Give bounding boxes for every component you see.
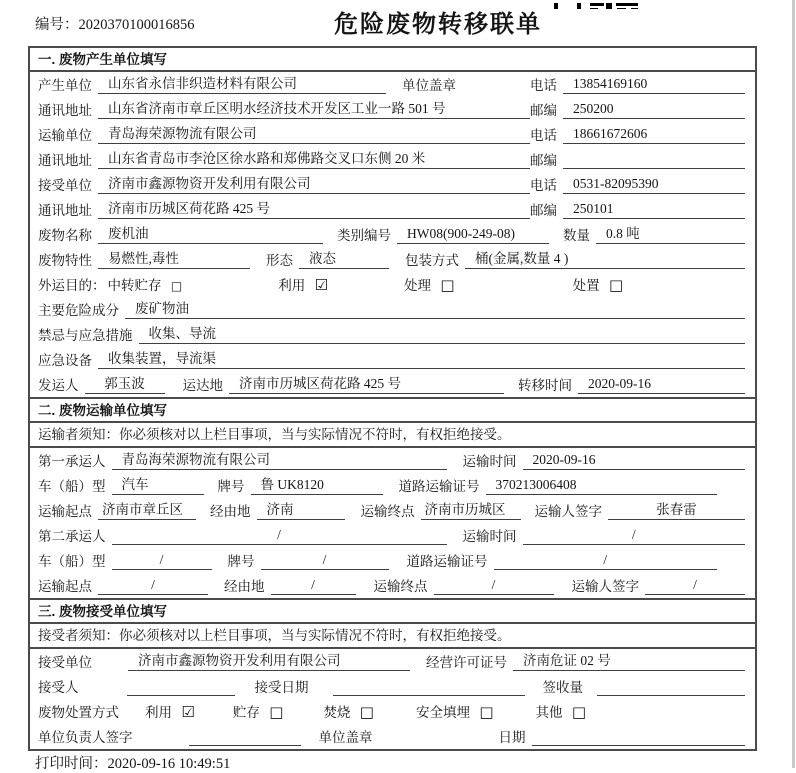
producer-zip-label: 邮编 [530, 103, 557, 118]
second-road-license-label: 道路运输证号 [406, 554, 488, 569]
responsible-sign-label: 单位负责人签字 [38, 730, 133, 745]
row-receive-address [30, 197, 755, 222]
other-label: 其他 [535, 705, 563, 720]
treat-label: 处理 [404, 278, 432, 293]
first-carrier-sign-value: 张春雷 [608, 498, 745, 520]
disposal-option-landfill [416, 701, 494, 721]
row-second-carrier [30, 523, 755, 548]
second-vehicle-type-value: / [112, 552, 212, 570]
business-license-label: 经营许可证号 [426, 655, 507, 670]
use-checkbox-icon: ☑ [314, 276, 329, 294]
accept-unit-value: 济南市鑫源物资开发利用有限公司 [128, 649, 410, 671]
producer-address-value: 山东省济南市章丘区明水经济技术开发区工业一路 501 号 [98, 97, 530, 119]
row-second-vehicle [30, 548, 755, 573]
second-route-start-label: 运输起点 [38, 579, 92, 594]
waste-traits-value: 易燃性,毒性 [98, 247, 250, 269]
use-label: 利用 [278, 278, 306, 293]
dispose-checkbox-icon: □ [608, 276, 624, 294]
packing-label: 包装方式 [405, 253, 459, 268]
print-time-label: 打印时间： [35, 756, 108, 772]
taboo-value: 收集、导流 [139, 322, 746, 344]
purpose-option-transfer-storage [108, 274, 183, 294]
hazard-label: 主要危险成分 [38, 303, 119, 318]
print-time [35, 752, 230, 773]
producer-phone-value: 13854169160 [563, 76, 745, 94]
first-carrier-sign-label: 运输人签字 [534, 504, 602, 519]
incinerate-label: 焚烧 [323, 705, 351, 720]
purpose-option-dispose [573, 274, 624, 294]
row-hazard-components [30, 297, 755, 322]
second-carrier-label: 第二承运人 [38, 529, 106, 544]
dispatcher-value: 郭玉波 [85, 372, 165, 394]
packing-value: 桶(金属,数量 4 ) [465, 247, 745, 269]
row-waste-traits [30, 247, 755, 272]
equipment-value: 收集装置，导流渠 [98, 347, 745, 369]
row-first-carrier [30, 448, 755, 473]
receiver-value: 济南市鑫源物资开发利用有限公司 [98, 172, 530, 194]
first-transport-time-label: 运输时间 [462, 454, 517, 469]
first-route-end-value: 济南市历城区 [421, 498, 521, 520]
carrier-notice-text: 运输者须知：你必须核对以上栏目事项，当与实际情况不符时，有权拒绝接受。 [38, 427, 511, 442]
doc-number [35, 13, 195, 34]
row-transfer-purpose [30, 272, 755, 297]
second-carrier-value: / [112, 527, 447, 545]
first-transport-time-value: 2020-09-16 [523, 452, 746, 470]
section2-title: 二. 废物运输单位填写 [38, 403, 168, 418]
producer-zip-group [530, 99, 745, 119]
section-transporter [30, 397, 755, 598]
waste-name-label: 废物名称 [38, 228, 92, 243]
accept-date-value [333, 679, 525, 696]
second-route-via-label: 经由地 [224, 579, 265, 594]
receiver-notice-text: 接受者须知：你必须核对以上栏目事项，当与实际情况不符时，有权拒绝接受。 [38, 628, 511, 643]
doc-number-value: 2020370100016856 [78, 17, 195, 33]
store-label: 贮存 [232, 705, 260, 720]
waste-form-value: 液态 [299, 247, 389, 269]
section-producer [30, 48, 755, 397]
second-vehicle-type-label: 车（船）型 [38, 554, 106, 569]
first-carrier-label: 第一承运人 [38, 454, 106, 469]
producer-phone-group [530, 74, 745, 94]
receiver-zip-group [530, 199, 745, 219]
landfill-label: 安全填埋 [415, 705, 470, 720]
waste-traits-label: 废物特性 [38, 253, 92, 268]
transporter-value: 青岛海荣源物流有限公司 [98, 122, 530, 144]
producer-label: 产生单位 [38, 78, 92, 93]
doc-number-label: 编号： [35, 17, 79, 33]
transporter-label: 运输单位 [38, 128, 92, 143]
row-first-vehicle [30, 473, 755, 498]
receiver-phone-label: 电话 [530, 178, 557, 193]
row-signoff [30, 724, 755, 749]
document-header [0, 0, 796, 44]
disposal-option-incinerate [323, 701, 374, 721]
first-route-end-label: 运输终点 [360, 504, 415, 519]
first-road-license-label: 道路运输证号 [398, 479, 480, 494]
row-transport-address [30, 147, 755, 172]
treat-checkbox-icon: □ [440, 276, 455, 294]
transporter-phone-label: 电话 [530, 128, 557, 143]
row-disposal-method [30, 699, 755, 724]
section1-header [30, 48, 755, 72]
landfill-checkbox-icon: □ [479, 703, 494, 721]
purpose-option-use [278, 274, 328, 294]
destination-label: 运达地 [182, 378, 223, 393]
transfer-storage-checkbox-icon: □ [170, 279, 183, 293]
second-route-end-label: 运输终点 [373, 579, 428, 594]
first-road-license-value: 370213006408 [486, 477, 718, 495]
disposal-option-store [233, 701, 284, 721]
transfer-storage-label: 中转贮存 [107, 278, 162, 293]
transporter-zip-group [530, 149, 745, 169]
transporter-address-label: 通讯地址 [38, 153, 92, 168]
incinerate-checkbox-icon: □ [359, 703, 374, 721]
row-producer-address [30, 97, 755, 122]
second-transport-time-value: / [523, 527, 746, 545]
producer-phone-label: 电话 [530, 78, 557, 93]
transfer-time-value: 2020-09-16 [578, 376, 745, 394]
row-dispatch [30, 372, 755, 397]
receiver-phone-group [530, 174, 745, 194]
row-waste-info [30, 222, 755, 247]
second-route-start-value: / [98, 577, 208, 595]
accept-date-label: 接受日期 [254, 680, 309, 695]
receipt-qty-value [597, 679, 745, 696]
row-carrier-notice [30, 423, 755, 448]
producer-zip-value: 250200 [563, 101, 745, 119]
disposal-option-other [536, 701, 587, 721]
first-plate-label: 牌号 [217, 479, 245, 494]
purpose-label: 外运目的： [38, 278, 106, 293]
second-carrier-sign-value: / [645, 577, 745, 595]
store-checkbox-icon: □ [269, 703, 284, 721]
row-accept-info [30, 674, 755, 699]
transfer-time-label: 转移时间 [518, 378, 572, 393]
receipt-qty-label: 签收量 [542, 680, 583, 695]
utilize-label: 利用 [145, 705, 172, 720]
transporter-zip-label: 邮编 [530, 153, 557, 168]
second-route-via-value: / [271, 577, 356, 595]
row-first-route [30, 498, 755, 523]
second-plate-value: / [261, 552, 389, 570]
first-route-start-label: 运输起点 [38, 504, 92, 519]
section3-title: 三. 废物接受单位填写 [38, 604, 168, 619]
transporter-zip-value [563, 152, 745, 169]
first-vehicle-type-value: 汽车 [112, 473, 204, 495]
first-route-via-value: 济南 [257, 498, 345, 520]
window-right-edge-line [792, 0, 795, 768]
business-license-value: 济南危证 02 号 [513, 649, 745, 671]
section1-title: 一. 废物产生单位填写 [38, 52, 168, 67]
page-title: 危险废物转移联单 [334, 11, 542, 38]
receiver-zip-value: 250101 [563, 201, 745, 219]
responsible-sign-value [189, 729, 301, 746]
section3-header [30, 600, 755, 624]
waste-name-value: 废机油 [98, 222, 323, 244]
row-emergency-equipment [30, 347, 755, 372]
sign-date-label: 日期 [498, 730, 526, 745]
second-carrier-sign-label: 运输人签字 [571, 579, 639, 594]
row-receiver-notice [30, 624, 755, 649]
row-producer [30, 72, 755, 97]
disposal-method-label: 废物处置方式 [38, 705, 119, 720]
first-route-via-label: 经由地 [210, 504, 251, 519]
dispose-label: 处置 [572, 278, 600, 293]
manifest-form [28, 46, 757, 751]
waste-code-value: HW08(900-249-08) [397, 226, 549, 244]
second-transport-time-label: 运输时间 [462, 529, 517, 544]
producer-value: 山东省永信非织造材料有限公司 [98, 72, 386, 94]
receiver-address-label: 通讯地址 [38, 203, 92, 218]
waste-code-label: 类别编号 [337, 228, 391, 243]
waste-qty-label: 数量 [563, 228, 590, 243]
receiver-phone-value: 0531-82095390 [563, 176, 745, 194]
row-emergency-measures [30, 322, 755, 347]
second-route-end-value: / [434, 577, 554, 595]
accept-unit-label: 接受单位 [38, 655, 92, 670]
unit-seal-label: 单位盖章 [318, 730, 373, 745]
dispatcher-label: 发运人 [38, 378, 79, 393]
transporter-phone-group [530, 124, 745, 144]
accept-person-value [127, 679, 235, 696]
hazard-value: 废矿物油 [125, 297, 745, 319]
disposal-option-utilize [145, 701, 195, 721]
section2-header [30, 399, 755, 423]
utilize-checkbox-icon: ☑ [181, 703, 195, 721]
sign-date-value [532, 729, 746, 746]
waste-qty-value: 0.8 吨 [596, 222, 745, 244]
row-receive-company [30, 172, 755, 197]
second-road-license-value: / [494, 552, 718, 570]
equipment-label: 应急设备 [38, 353, 92, 368]
receiver-zip-label: 邮编 [530, 203, 557, 218]
producer-seal-label: 单位盖章 [402, 78, 456, 93]
second-plate-label: 牌号 [227, 554, 255, 569]
receiver-address-value: 济南市历城区荷花路 425 号 [98, 197, 530, 219]
section-receiver [30, 598, 755, 749]
purpose-option-treat [404, 274, 455, 294]
first-route-start-value: 济南市章丘区 [98, 498, 196, 520]
producer-address-label: 通讯地址 [38, 103, 92, 118]
first-vehicle-type-label: 车（船）型 [38, 479, 106, 494]
waste-form-label: 形态 [266, 253, 293, 268]
transporter-address-value: 山东省青岛市李沧区徐水路和郑佛路交叉口东侧 20 米 [98, 147, 530, 169]
accept-person-label: 接受人 [38, 680, 79, 695]
row-second-route [30, 573, 755, 598]
receiver-label: 接受单位 [38, 178, 92, 193]
transporter-phone-value: 18661672606 [563, 126, 745, 144]
row-transport-company [30, 122, 755, 147]
first-carrier-value: 青岛海荣源物流有限公司 [112, 448, 447, 470]
taboo-label: 禁忌与应急措施 [38, 328, 133, 343]
first-plate-value: 鲁 UK8120 [251, 473, 383, 495]
other-checkbox-icon: □ [571, 703, 587, 721]
print-time-value: 2020-09-16 10:49:51 [107, 756, 231, 772]
row-receive-unit [30, 649, 755, 674]
destination-value: 济南市历城区荷花路 425 号 [229, 372, 504, 394]
